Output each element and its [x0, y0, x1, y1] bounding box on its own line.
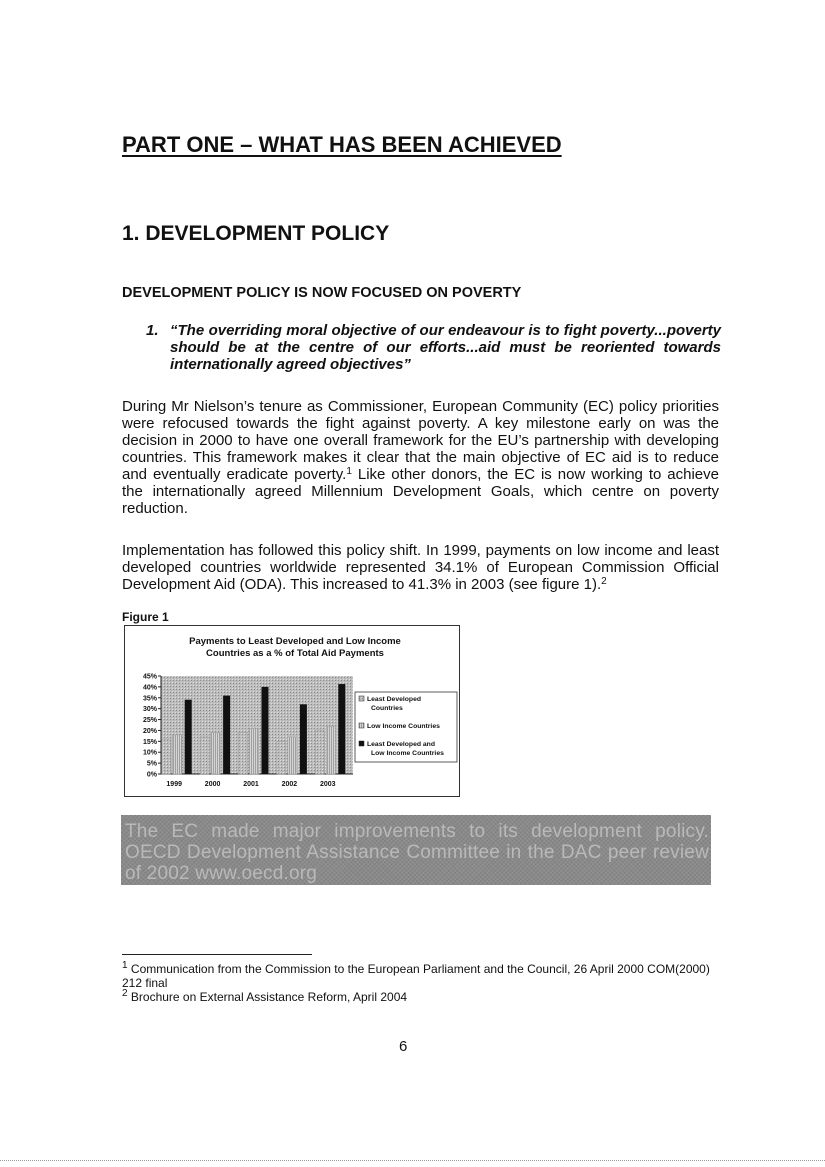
footnote-ref-2[interactable]: 2	[601, 576, 607, 587]
paragraph-2	[122, 542, 719, 593]
bar-2-1999	[185, 700, 192, 774]
paragraph-1	[122, 398, 719, 517]
x-tick-label: 2003	[320, 781, 336, 788]
bar-1-2003	[326, 726, 335, 774]
quote-text: “The overriding moral objective of our endeavour is to fight poverty...poverty should be at the centre of our efforts...aid must be reoriented towards internationally agreed objectives”	[170, 322, 721, 373]
y-tick-label: 40%	[142, 684, 157, 692]
bar-2-2003	[338, 684, 345, 774]
footnote-2-text: Brochure on External Assistance Reform, April 2004	[127, 990, 408, 1004]
bar-2-2002	[300, 704, 307, 774]
y-tick-label: 30%	[142, 706, 157, 714]
sub-heading: DEVELOPMENT POLICY IS NOW FOCUSED ON POVERTY	[122, 285, 522, 301]
chart-title-line-2: Countries as a % of Total Aid Payments	[206, 648, 384, 659]
legend-label: Low Income Countries	[371, 750, 444, 757]
legend-marker	[359, 741, 364, 746]
quote-number: 1.	[146, 322, 159, 339]
x-tick-label: 2002	[281, 781, 298, 788]
legend-label: Countries	[371, 705, 403, 712]
bar-0-1999	[162, 739, 171, 774]
y-tick-label: 5%	[146, 760, 157, 768]
legend-marker	[359, 723, 364, 728]
page-bottom-edge	[0, 1160, 825, 1161]
quote-banner	[121, 815, 711, 885]
quote-block	[146, 322, 721, 373]
footnote-1	[122, 962, 722, 990]
y-tick-label: 15%	[142, 738, 157, 746]
y-tick-label: 45%	[142, 673, 157, 681]
chart-title-line-1: Payments to Least Developed and Low Income	[189, 636, 401, 647]
footnote-1-text: Communication from the Commission to the European Parliament and the Council, 26 April 2000 COM(2000) 212 final	[122, 962, 710, 990]
footnotes	[122, 962, 722, 1004]
bar-0-2000	[200, 737, 209, 774]
legend-label: Least Developed and	[367, 741, 435, 748]
bar-1-2000	[211, 733, 220, 774]
bar-1-1999	[173, 735, 182, 774]
part-title: PART ONE – WHAT HAS BEEN ACHIEVED	[122, 132, 562, 157]
bar-1-2002	[288, 737, 297, 774]
section-title: 1. DEVELOPMENT POLICY	[122, 222, 390, 245]
legend-label: Low Income Countries	[367, 723, 440, 730]
x-tick-label: 1999	[166, 781, 182, 788]
banner-text: The EC made major improvements to its development policy. OECD Development Assistance Committee in the DAC peer review of 2002 www.oecd.org	[125, 821, 709, 884]
page-number: 6	[399, 1038, 408, 1055]
y-tick-label: 10%	[142, 749, 157, 757]
paragraph-2-text: Implementation has followed this policy shift. In 1999, payments on low income and least developed countries worldwide represented 34.1% of European Commission Official Development Aid (ODA). This increased to 41.3% in 2003 (see figure 1).	[122, 542, 719, 593]
bar-2-2000	[223, 696, 230, 774]
x-tick-label: 2001	[243, 781, 259, 788]
y-tick-label: 0%	[146, 771, 157, 779]
footnote-ref-1[interactable]: 1	[346, 466, 352, 477]
x-tick-label: 2000	[204, 781, 221, 788]
bar-0-2001	[239, 733, 248, 774]
y-tick-label: 25%	[142, 717, 157, 725]
chart-svg	[125, 626, 461, 798]
footnote-1-number: 1	[122, 960, 128, 971]
paragraph-1-text-a: During Mr Nielson’s tenure as Commissioner, European Community (EC) policy priorities were refocused towards the fight against poverty. A key milestone early on was the decision in 2000 to have one overall framework for the EU’s partnership with developing countries. This framework makes it clear that the main objective of EC aid is to reduce and eventually eradicate poverty.	[122, 398, 719, 483]
legend-label: Least Developed	[367, 696, 422, 703]
bar-0-2003	[315, 730, 324, 774]
paragraph-1-text-b: Like other donors, the EC is now working to achieve the internationally agreed Millennium Development Goals, which centre on poverty reduction.	[122, 466, 719, 517]
footnote-2-number: 2	[122, 988, 128, 999]
bar-1-2001	[250, 728, 259, 774]
bar-0-2002	[277, 741, 286, 774]
figure-label: Figure 1	[122, 610, 169, 624]
bar-2-2001	[262, 687, 269, 774]
y-tick-label: 20%	[142, 727, 157, 735]
y-tick-label: 35%	[142, 695, 157, 703]
footnote-divider	[122, 954, 312, 955]
legend-marker	[359, 696, 364, 701]
figure-1-chart	[124, 625, 460, 797]
footnote-2	[122, 990, 722, 1004]
